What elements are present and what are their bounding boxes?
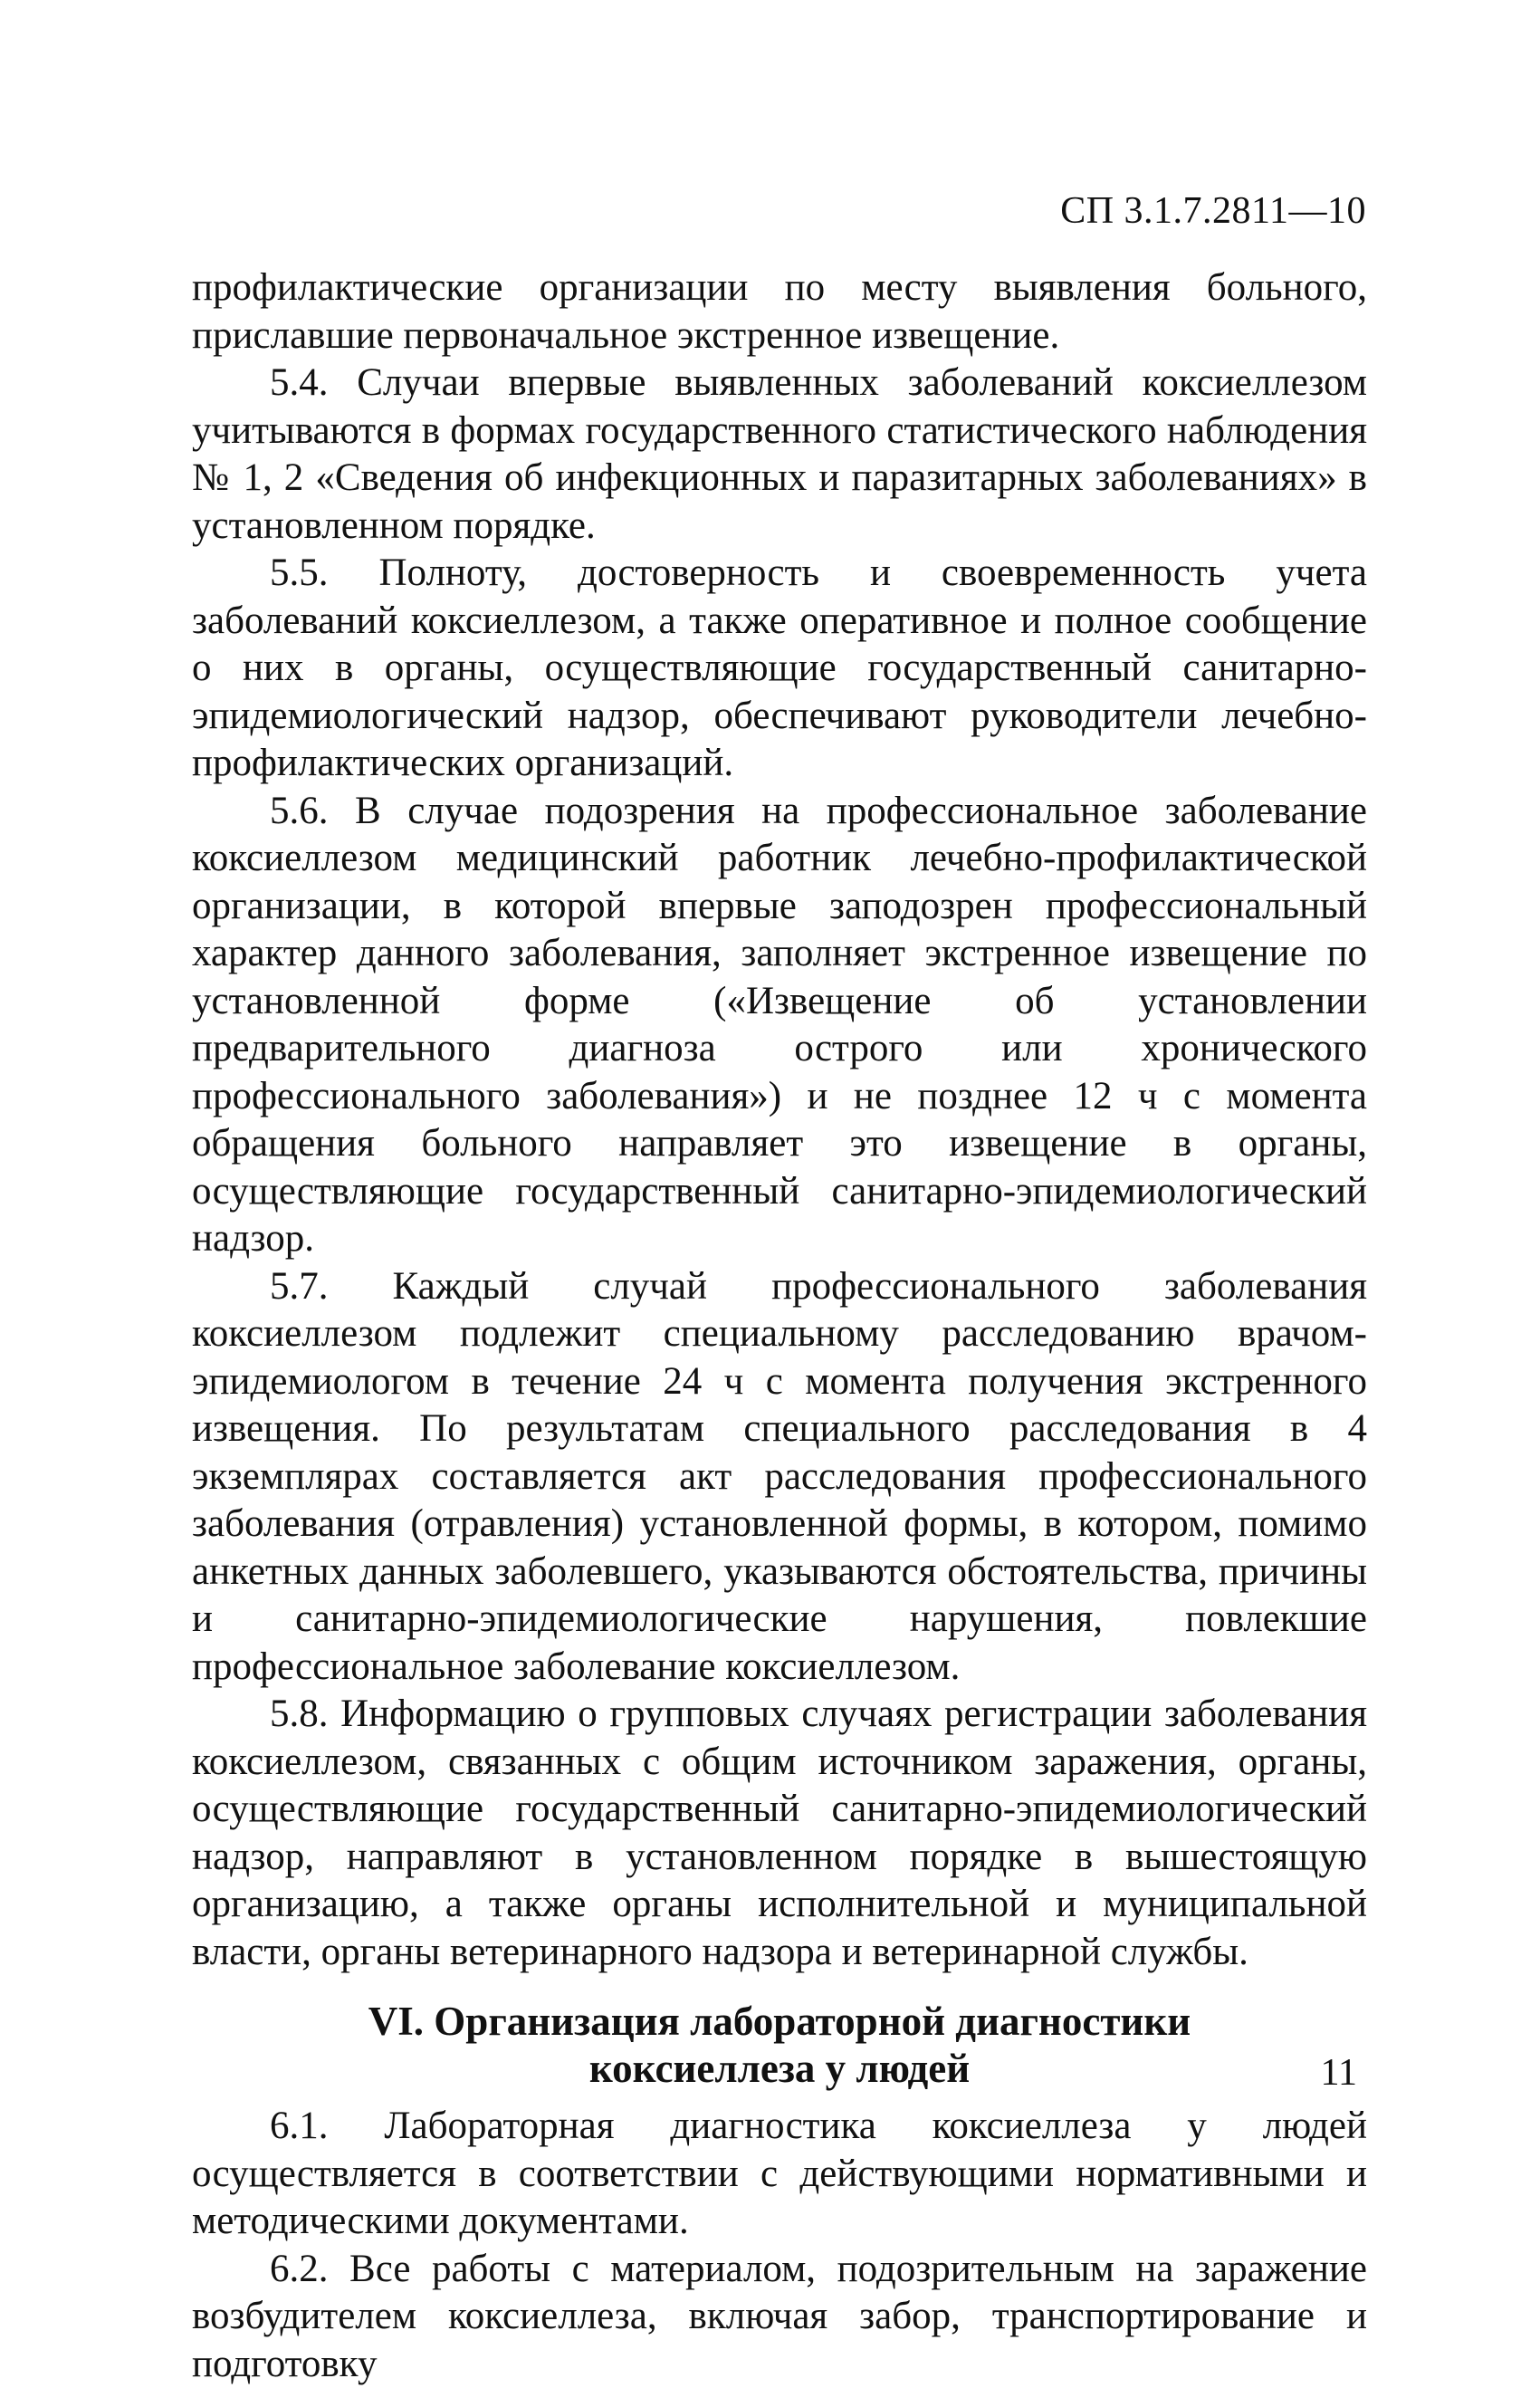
section-title-line-1: VI. Организация лабораторной диагностики [192, 1998, 1367, 2045]
paragraph-5-8: 5.8. Информацию о групповых случаях регистрации заболевания коксиеллезом, связанных с общим источником заражения, органы, осуществляющие государственный санитарно-эпидемиологический надзор, направляют в установленном порядке в вышестоящую организацию, а также органы исполнительной и муниципальной власти, органы ветеринарного надзора и ветеринарной службы. [192, 1691, 1367, 1976]
paragraph-5-4: 5.4. Случаи впервые выявленных заболеваний коксиеллезом учитываются в формах государственного статистического наблюдения № 1, 2 «Сведения об инфекционных и паразитарных заболеваниях» в установленном порядке. [192, 360, 1367, 550]
paragraph-5-5: 5.5. Полноту, достоверность и своевременность учета заболеваний коксиеллезом, а также оперативное и полное сообщение о них в органы, осуществляющие государственный санитарно-эпидемиологический надзор, обеспечивают руководители лечебно-профилактических организаций. [192, 550, 1367, 788]
page-number: 11 [1321, 2054, 1357, 2092]
paragraph-5-6: 5.6. В случае подозрения на профессиональное заболевание коксиеллезом медицинский работник лечебно-профилактической организации, в которой впервые заподозрен профессиональный характер данного заболевания, заполняет экстренное извещение по установленной форме («Извещение об установлении предварительного диагноза острого или хронического профессионального заболевания») и не позднее 12 ч с момента обращения больного направляет это извещение в органы, осуществляющие государственный санитарно-эпидемиологический надзор. [192, 788, 1367, 1263]
document-code: СП 3.1.7.2811—10 [1060, 192, 1366, 230]
paragraph-continuation: профилактические организации по месту выявления больного, приславшие первоначальное экстренное извещение. [192, 264, 1367, 360]
section-heading [192, 1998, 1367, 2092]
paragraph-6-2: 6.2. Все работы с материалом, подозрительным на заражение возбудителем коксиеллеза, включая забор, транспортирование и подготовку [192, 2246, 1367, 2388]
document-body [192, 264, 1367, 2388]
paragraph-5-7: 5.7. Каждый случай профессионального заболевания коксиеллезом подлежит специальному расследованию врачом-эпидемиологом в течение 24 ч с момента получения экстренного извещения. По результатам специального расследования в 4 экземплярах составляется акт расследования профессионального заболевания (отравления) установленной формы, в котором, помимо анкетных данных заболевшего, указываются обстоятельства, причины и санитарно-эпидемиологические нарушения, повлекшие профессиональное заболевание коксиеллезом. [192, 1263, 1367, 1692]
section-title-line-2: коксиеллеза у людей [192, 2045, 1367, 2092]
paragraph-6-1: 6.1. Лабораторная диагностика коксиеллеза у людей осуществляется в соответствии с действующими нормативными и методическими документами. [192, 2103, 1367, 2246]
